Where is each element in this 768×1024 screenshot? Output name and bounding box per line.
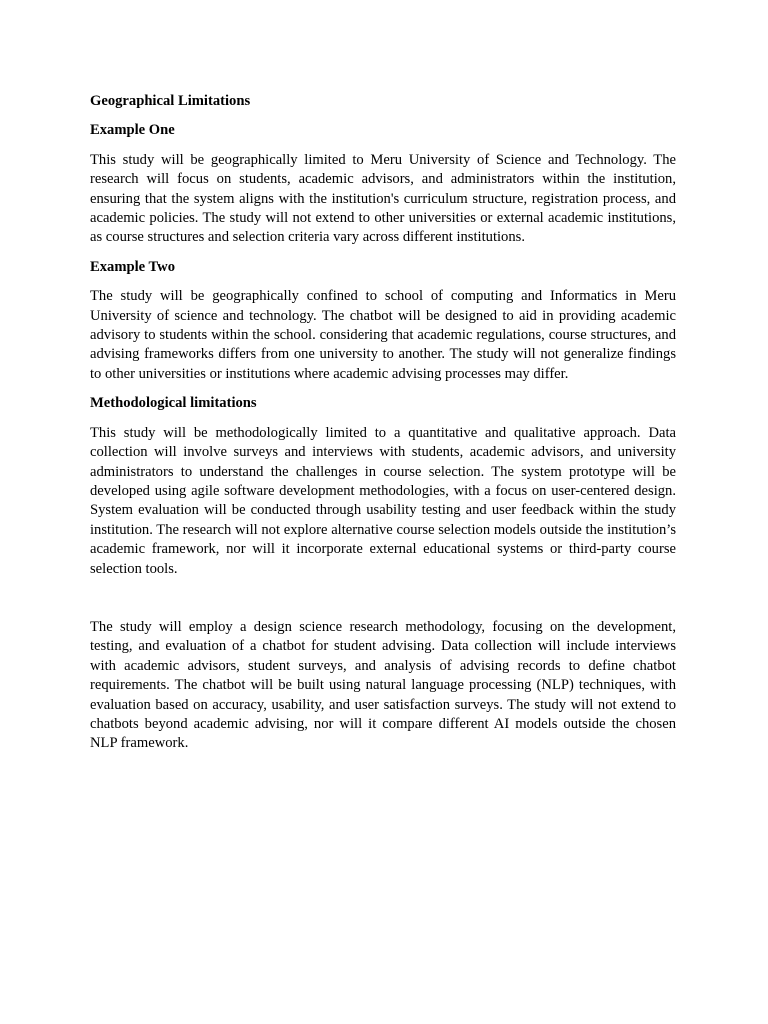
paragraph-methodological-one: This study will be methodologically limited to a quantitative and qualitative approach. Data collection will involve surveys and interviews with students, academic advisors, and university administrators to understand the challenges in course selection. The system prototype will be developed using agile software development methodologies, with a focus on user-centered design. System evaluation will be conducted through usability testing and user feedback within the study institution. The research will not explore alternative course selection models outside the institution’s academic framework, nor will it incorporate external educational systems or third-party course selection tools. xyxy=(90,424,676,577)
subheading-example-one: Example One xyxy=(90,122,175,139)
document-page xyxy=(90,92,676,764)
section-heading-geographical: Geographical Limitations xyxy=(90,93,251,109)
paragraph-example-one: This study will be geographically limited to Meru University of Science and Technology. The research will focus on students, academic advisors, and administrators within the institution, ensuring that the system aligns with the institution's curriculum structure, registration process, and academic policies. The study will not extend to other universities or external academic institutions, as course structures and selection criteria vary across different institutions. xyxy=(90,151,676,246)
subheading-example-two: Example Two xyxy=(90,258,176,275)
section-heading-methodological: Methodological limitations xyxy=(90,395,257,412)
paragraph-methodological-two: The study will employ a design science research methodology, focusing on the development, testing, and evaluation of a chatbot for student advising. Data collection will include interviews with academic advisors, student surveys, and analysis of advising records to define chatbot requirements. The chatbot will be built using natural language processing (NLP) techniques, with evaluation based on accuracy, usability, and user satisfaction surveys. The study will not extend to chatbots beyond academic advising, nor will it compare different AI models outside the chosen NLP framework. xyxy=(90,618,676,752)
paragraph-example-two: The study will be geographically confined to school of computing and Informatics in Meru University of science and technology. The chatbot will be designed to aid in providing academic advisory to students within the school. considering that academic regulations, course structures, and advising frameworks differs from one university to another. The study will not generalize findings to other universities or institutions where academic advising processes may differ. xyxy=(90,288,676,382)
blank-spacer xyxy=(90,589,676,618)
